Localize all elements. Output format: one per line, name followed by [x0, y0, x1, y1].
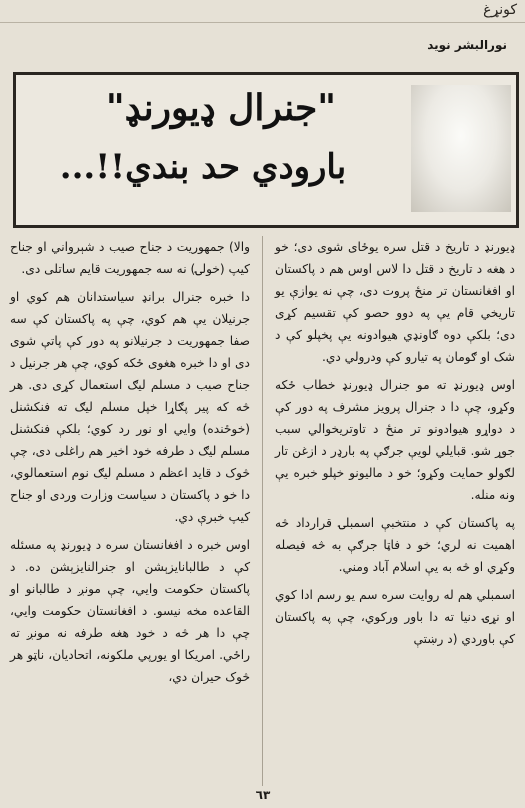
paragraph: اوس خبره د افغانستان سره د ډیورنډ په مسئله کې د طالبانایزېشن او جنرالنایزېشن ده. د پاکستان حکومت وایي، چې مونږ د طالبانو او القاعده مخه نیسو. د افغانستان حکومت وایي، چې دا هر څه د خود هغه طرفه نه مونږ ته راځي. امریکا او یورپي ملکونه، اتحادیان، ناټو هر څوک حیران دي،	[10, 538, 250, 684]
paragraph: اوس ډیورنډ ته مو جنرال ډیورنډ خطاب ځکه وکړو، چې دا د جنرال پرویز مشرف په دور کې د دواړو هیوادونو تر منځ د تاوتریخوالي سبب جوړ شو. قبایلي لویې جرګې په بارډر د ازغن تار لګولو حمایت وکړو؛ خو د مالیونو خپلو خبره یې ونه منله.	[275, 378, 515, 502]
page-number: ٦٣	[255, 788, 271, 802]
article-title: "جنرال ډیورنډ"	[105, 87, 337, 129]
article-column-left	[10, 236, 250, 786]
paragraph: دا خبره جنرال برانډ سیاستدانان هم کوي او جرنیلان یې هم کوي، چې په پاکستان کې سه صفا جمهوریت د جرنیلانو په دور کې پاتې شوی دی او دا خبره هغوی ځکه کوي، چې هر جرنیل د جناح صیب د مسلم لیګ استعمال کړی دی. هر څه که پیر پګاړا خپل مسلم لیګ ته فنکشنل (خوځنده) وایي او نور رد کوي؛ بلکې فنکشنل مسلم لیګ د طرفه خود اخیر هم راغلی دی، چې څوک د قاید اعظم د مسلم لیګ نوم استعمالوي، دا خو د پاکستان د سیاست وزارت وردی او جناح کیپ خبرې دي.	[10, 290, 250, 524]
paragraph: والا) جمهوریت د جناح صیب د شېرواني او جناح کیپ (خولۍ) نه سه جمهوریت قایم ساتلی دی.	[10, 240, 250, 276]
paragraph: ډیورنډ د تاریخ د قتل سره یوځای شوی دی؛ خو د هغه د تاریخ د قتل دا لاس اوس هم د پاکستان او افغانستان تر منځ پروت دی، چې نه یوازې یو تاریخي قام یې په دوو حصو کې تقسیم کړی دی؛ بلکې دوه ګاونډي هیوادونه یې پخپلو کې د شک او ګومان په تیارو کې ودرولي دي.	[275, 240, 515, 364]
author-name: نورالبشر نوید	[427, 38, 507, 52]
article-column-right	[275, 236, 515, 786]
column-divider	[262, 236, 263, 786]
paragraph: په پاکستان کې د منتخبې اسمبلۍ قرارداد څه اهمیت نه لري؛ خو د فاټا جرګې به څه فیصله وکړي او څه به یې اسلام آباد ومني.	[275, 516, 515, 574]
title-box	[13, 72, 519, 228]
article-subtitle: بارودي حد بندي!!...	[59, 147, 347, 187]
header-strip	[0, 0, 525, 23]
author-photo	[411, 85, 511, 212]
section-header-label: کونړغ	[483, 2, 517, 18]
paragraph: اسمبلي هم له روایت سره سم یو رسم ادا کوي او نړۍ دنیا ته دا باور ورکوي، چې په پاکستان کې باوردي (د رښتې	[275, 588, 515, 646]
